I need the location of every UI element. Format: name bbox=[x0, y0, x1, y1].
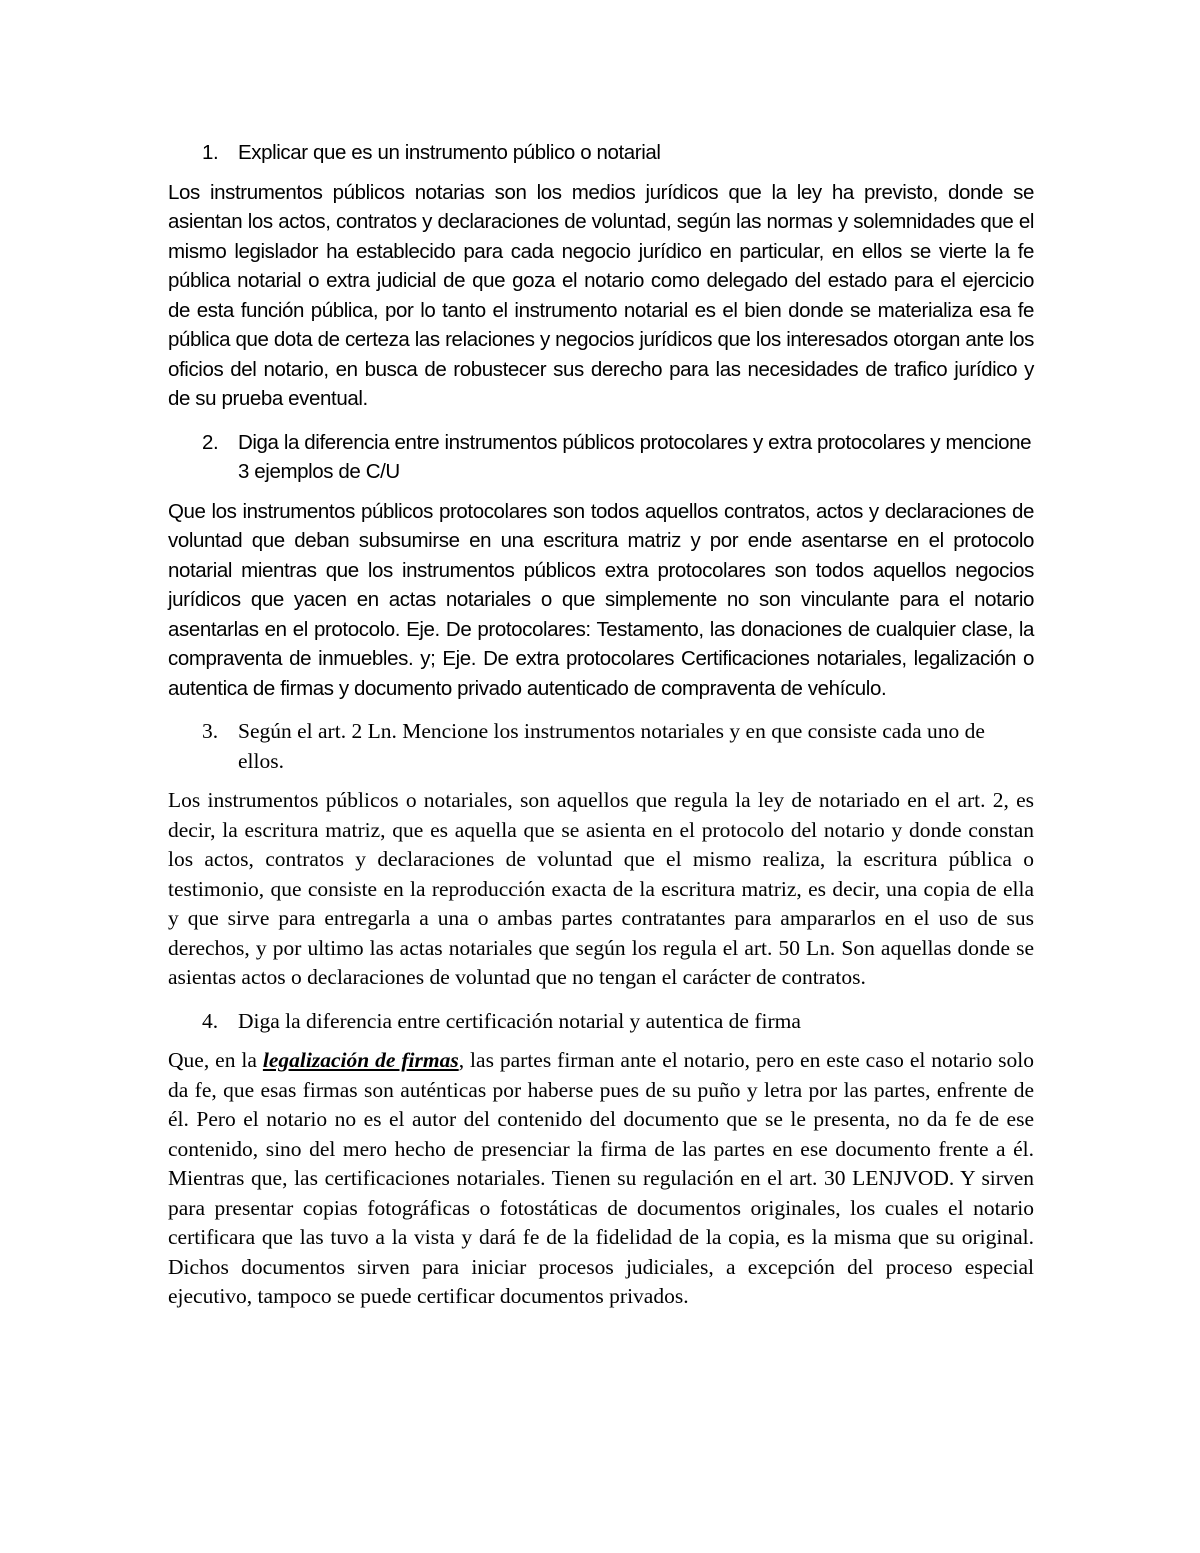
answer-prefix: Que, en la bbox=[168, 1048, 263, 1072]
answer-1: Los instrumentos públicos notarias son los medios jurídicos que la ley ha previsto, donde se asientan los actos, contratos y declaraciones de voluntad, según las normas y solemnidades que el mismo legislador ha establecido para cada negocio jurídico en particular, en ellos se vierte la fe pública notarial o extra judicial de que goza el notario como delegado del estado para el ejercicio de esta función pública, por lo tanto el instrumento notarial es el bien donde se materializa esa fe pública que dota de certeza las relaciones y negocios jurídicos que los interesados otorgan ante los oficios del notario, en busca de robustecer sus derecho para las necesidades de trafico jurídico y de su prueba eventual. bbox=[168, 180, 1034, 410]
question-text: Diga la diferencia entre instrumentos públicos protocolares y extra protocolares y mencione 3 ejemplos de C/U bbox=[238, 430, 1032, 483]
question-text: Diga la diferencia entre certificación notarial y autentica de firma bbox=[238, 1008, 801, 1033]
answer-rest: , las partes firman ante el notario, pero en este caso el notario solo da fe, que esas firmas son auténticas por haberse pues de su puño y letra por las partes, enfrente de él. Pero el notario no es el autor del contenido del documento que se le presenta, no da fe de ese contenido, sino del mero hecho de presenciar la firma de las partes en ese documento frente a él. Mientras que, las certificaciones notariales. Tienen su regulación en el art. 30 LENJVOD. Y sirven para presentar copias fotográficas o fotostáticas de documentos originales, los cuales el notario certificara que las tuvo a la vista y dará fe de la fidelidad de la copia, es la misma que su original. Dichos documentos sirven para iniciar procesos judiciales, a excepción del proceso especial ejecutivo, tampoco se puede certificar documentos privados. bbox=[168, 1048, 1034, 1308]
question-number: 2. bbox=[202, 430, 219, 454]
question-2 bbox=[168, 428, 1034, 487]
answer-emphasis: legalización de firmas bbox=[262, 1048, 459, 1072]
question-1 bbox=[168, 138, 1034, 168]
question-number: 1. bbox=[202, 141, 219, 164]
answer-4 bbox=[168, 1046, 1034, 1312]
question-4 bbox=[168, 1007, 1034, 1037]
answer-2: Que los instrumentos públicos protocolares son todos aquellos contratos, actos y declaraciones de voluntad que deban subsumirse en una escritura matriz y por ende asentarse en el protocolo notarial mientras que los instrumentos públicos extra protocolares son todos aquellos negocios jurídicos que yacen en actas notariales o que simplemente no son vinculante para el notario asentarlas en el protocolo. Eje. De protocolares: Testamento, las donaciones de cualquier clase, la compraventa de inmuebles. y; Eje. De extra protocolares Certificaciones notariales, legalización o autentica de firmas y documento privado autenticado de compraventa de vehículo. bbox=[168, 499, 1034, 700]
question-text: Según el art. 2 Ln. Mencione los instrumentos notariales y en que consiste cada uno de ellos. bbox=[238, 719, 985, 773]
question-text: Explicar que es un instrumento público o notarial bbox=[238, 141, 661, 164]
document-page bbox=[168, 138, 1034, 1312]
question-3 bbox=[168, 717, 1034, 776]
answer-3: Los instrumentos públicos o notariales, son aquellos que regula la ley de notariado en el art. 2, es decir, la escritura matriz, que es aquella que se asienta en el protocolo del notario y donde constan los actos, contratos y declaraciones de voluntad que el mismo realiza, la escritura pública o testimonio, que consiste en la reproducción exacta de la escritura matriz, es decir, una copia de ella y que sirve para entregarla a una o ambas partes contratantes para ampararlos en el uso de sus derechos, y por ultimo las actas notariales que según los regula el art. 50 Ln. Son aquellas donde se asientas actos o declaraciones de voluntad que no tengan el carácter de contratos. bbox=[168, 788, 1034, 989]
question-number: 4. bbox=[202, 1008, 219, 1033]
question-number: 3. bbox=[202, 719, 219, 743]
